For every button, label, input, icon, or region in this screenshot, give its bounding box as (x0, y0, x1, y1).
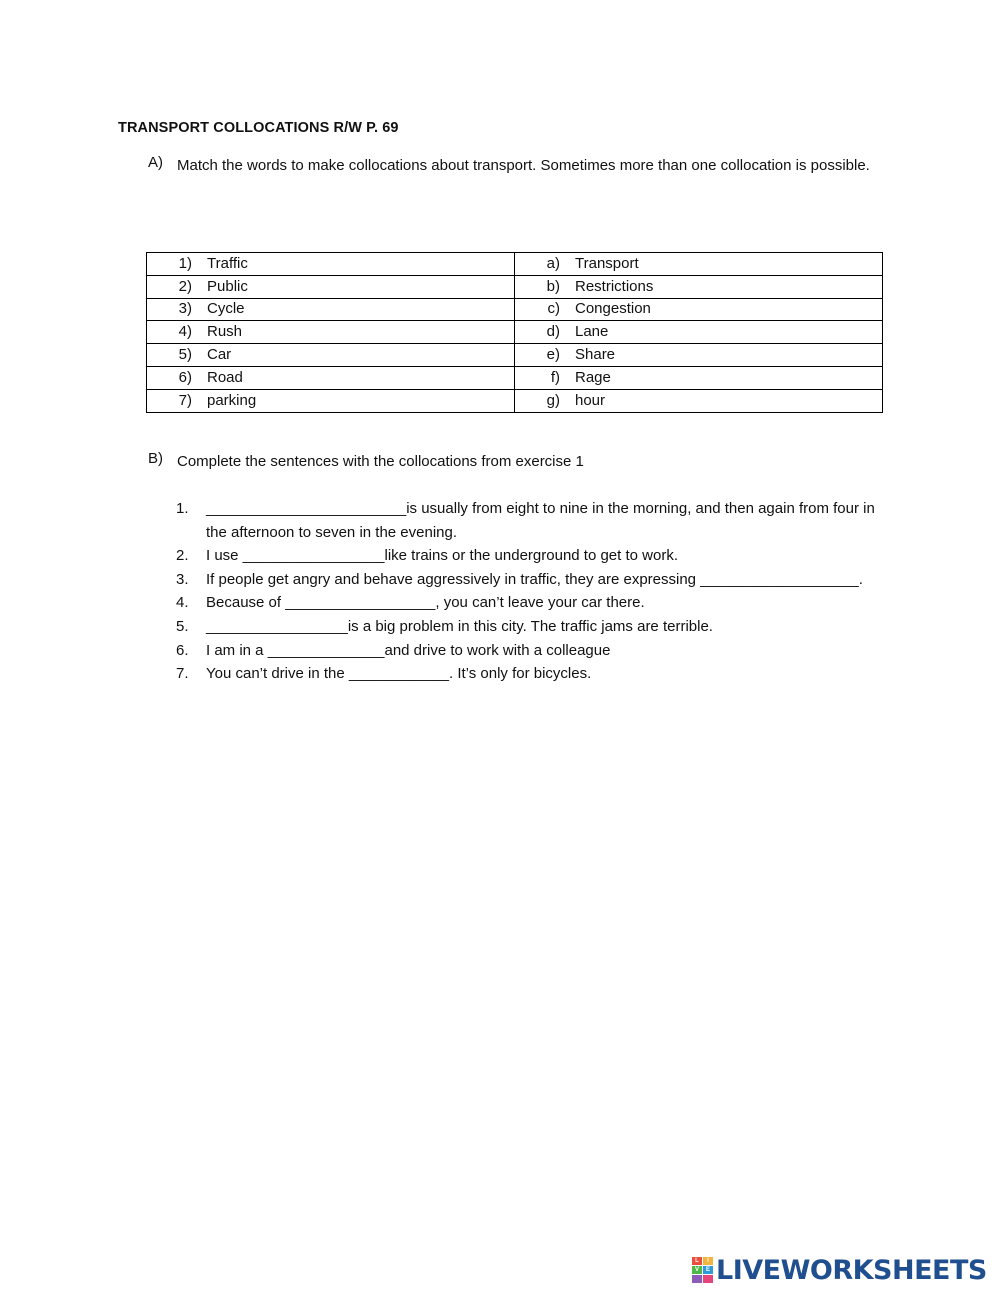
table-cell-left (147, 366, 515, 389)
table-cell-right (515, 253, 883, 276)
item-number: d) (546, 323, 560, 341)
logo-squares-icon (692, 1257, 713, 1283)
sentence-text: I use _________________like trains or the underground to get to work. (206, 547, 679, 565)
item-word: Rage (575, 368, 611, 386)
sentence-number: 1. (176, 500, 189, 517)
table-cell-left (147, 298, 515, 321)
table-cell-right (515, 366, 883, 389)
item-word: Traffic (207, 254, 248, 272)
collocation-table (146, 252, 883, 413)
section-a-label: A) (148, 154, 163, 171)
item-number: 6) (178, 368, 192, 386)
section-a (148, 154, 878, 178)
item-word: Car (207, 346, 232, 364)
item-number: 1) (178, 254, 192, 272)
page-title: TRANSPORT COLLOCATIONS R/W P. 69 (118, 120, 399, 136)
sentence-number: 2. (176, 547, 189, 565)
sentence-item (176, 615, 876, 639)
table-cell-right (515, 389, 883, 412)
logo-square: L (692, 1257, 702, 1265)
item-number: g) (546, 391, 560, 409)
sentence-text: You can’t drive in the ____________. It’s only for bicycles. (206, 665, 592, 683)
table-cell-left (147, 253, 515, 276)
item-number: 2) (178, 277, 192, 295)
sentence-text: Because of __________________, you can’t leave your car there. (206, 594, 645, 612)
table-row (147, 344, 883, 367)
item-word: Share (575, 346, 616, 364)
item-number: b) (546, 277, 560, 295)
logo-square: I (703, 1257, 713, 1265)
logo-square: E (703, 1266, 713, 1274)
item-word: Public (207, 277, 248, 295)
sentence-number: 7. (176, 665, 189, 683)
sentence-item (176, 591, 876, 615)
item-word: Road (207, 368, 243, 386)
sentence-number: 5. (176, 617, 189, 635)
sentence-item (176, 662, 876, 686)
section-b-instruction: Complete the sentences with the collocations from exercise 1 (177, 453, 584, 470)
item-word: hour (575, 391, 606, 409)
table-row (147, 366, 883, 389)
item-number: c) (547, 300, 560, 318)
item-number: 3) (178, 300, 192, 318)
item-number: a) (546, 254, 560, 272)
item-number: 4) (178, 323, 192, 341)
item-number: 7) (178, 391, 192, 409)
item-word: Rush (207, 323, 243, 341)
table-cell-right (515, 344, 883, 367)
logo-text: LIVEWORKSHEETS (716, 1254, 987, 1286)
item-word: Restrictions (575, 277, 654, 295)
table-cell-left (147, 344, 515, 367)
section-a-instruction: Match the words to make collocations about transport. Sometimes more than one collocation is possible. (177, 157, 870, 174)
table-cell-left (147, 389, 515, 412)
sentence-item (176, 544, 876, 568)
section-b-label: B) (148, 450, 163, 467)
table-cell-right (515, 275, 883, 298)
sentence-text: I am in a ______________and drive to work with a colleague (206, 641, 611, 659)
table-row (147, 275, 883, 298)
sentence-number: 4. (176, 594, 189, 612)
logo-square (692, 1275, 702, 1283)
sentence-item (176, 568, 876, 592)
item-number: e) (546, 346, 560, 364)
table-cell-left (147, 321, 515, 344)
sentence-text: ________________________is usually from eight to nine in the morning, and then again from four in the afternoon to seven in the evening. (206, 500, 875, 541)
liveworksheets-logo (692, 1254, 987, 1286)
section-b (148, 450, 878, 474)
table-cell-right (515, 298, 883, 321)
table-cell-left (147, 275, 515, 298)
item-number: 5) (178, 346, 192, 364)
sentence-list (176, 497, 876, 686)
item-word: Cycle (207, 300, 245, 318)
item-word: Lane (575, 323, 609, 341)
sentence-number: 6. (176, 641, 189, 659)
table-row (147, 298, 883, 321)
item-word: Congestion (575, 300, 651, 318)
sentence-text: _________________is a big problem in this city. The traffic jams are terrible. (206, 617, 713, 635)
table-row (147, 321, 883, 344)
item-word: Transport (575, 254, 639, 272)
logo-square (703, 1275, 713, 1283)
sentence-number: 3. (176, 570, 189, 588)
sentence-text: If people get angry and behave aggressively in traffic, they are expressing ___________________. (206, 570, 863, 588)
table-cell-right (515, 321, 883, 344)
item-word: parking (207, 391, 257, 409)
sentence-item (176, 497, 876, 544)
table-row (147, 253, 883, 276)
table-row (147, 389, 883, 412)
item-number: f) (550, 368, 560, 386)
logo-square: V (692, 1266, 702, 1274)
sentence-item (176, 639, 876, 663)
